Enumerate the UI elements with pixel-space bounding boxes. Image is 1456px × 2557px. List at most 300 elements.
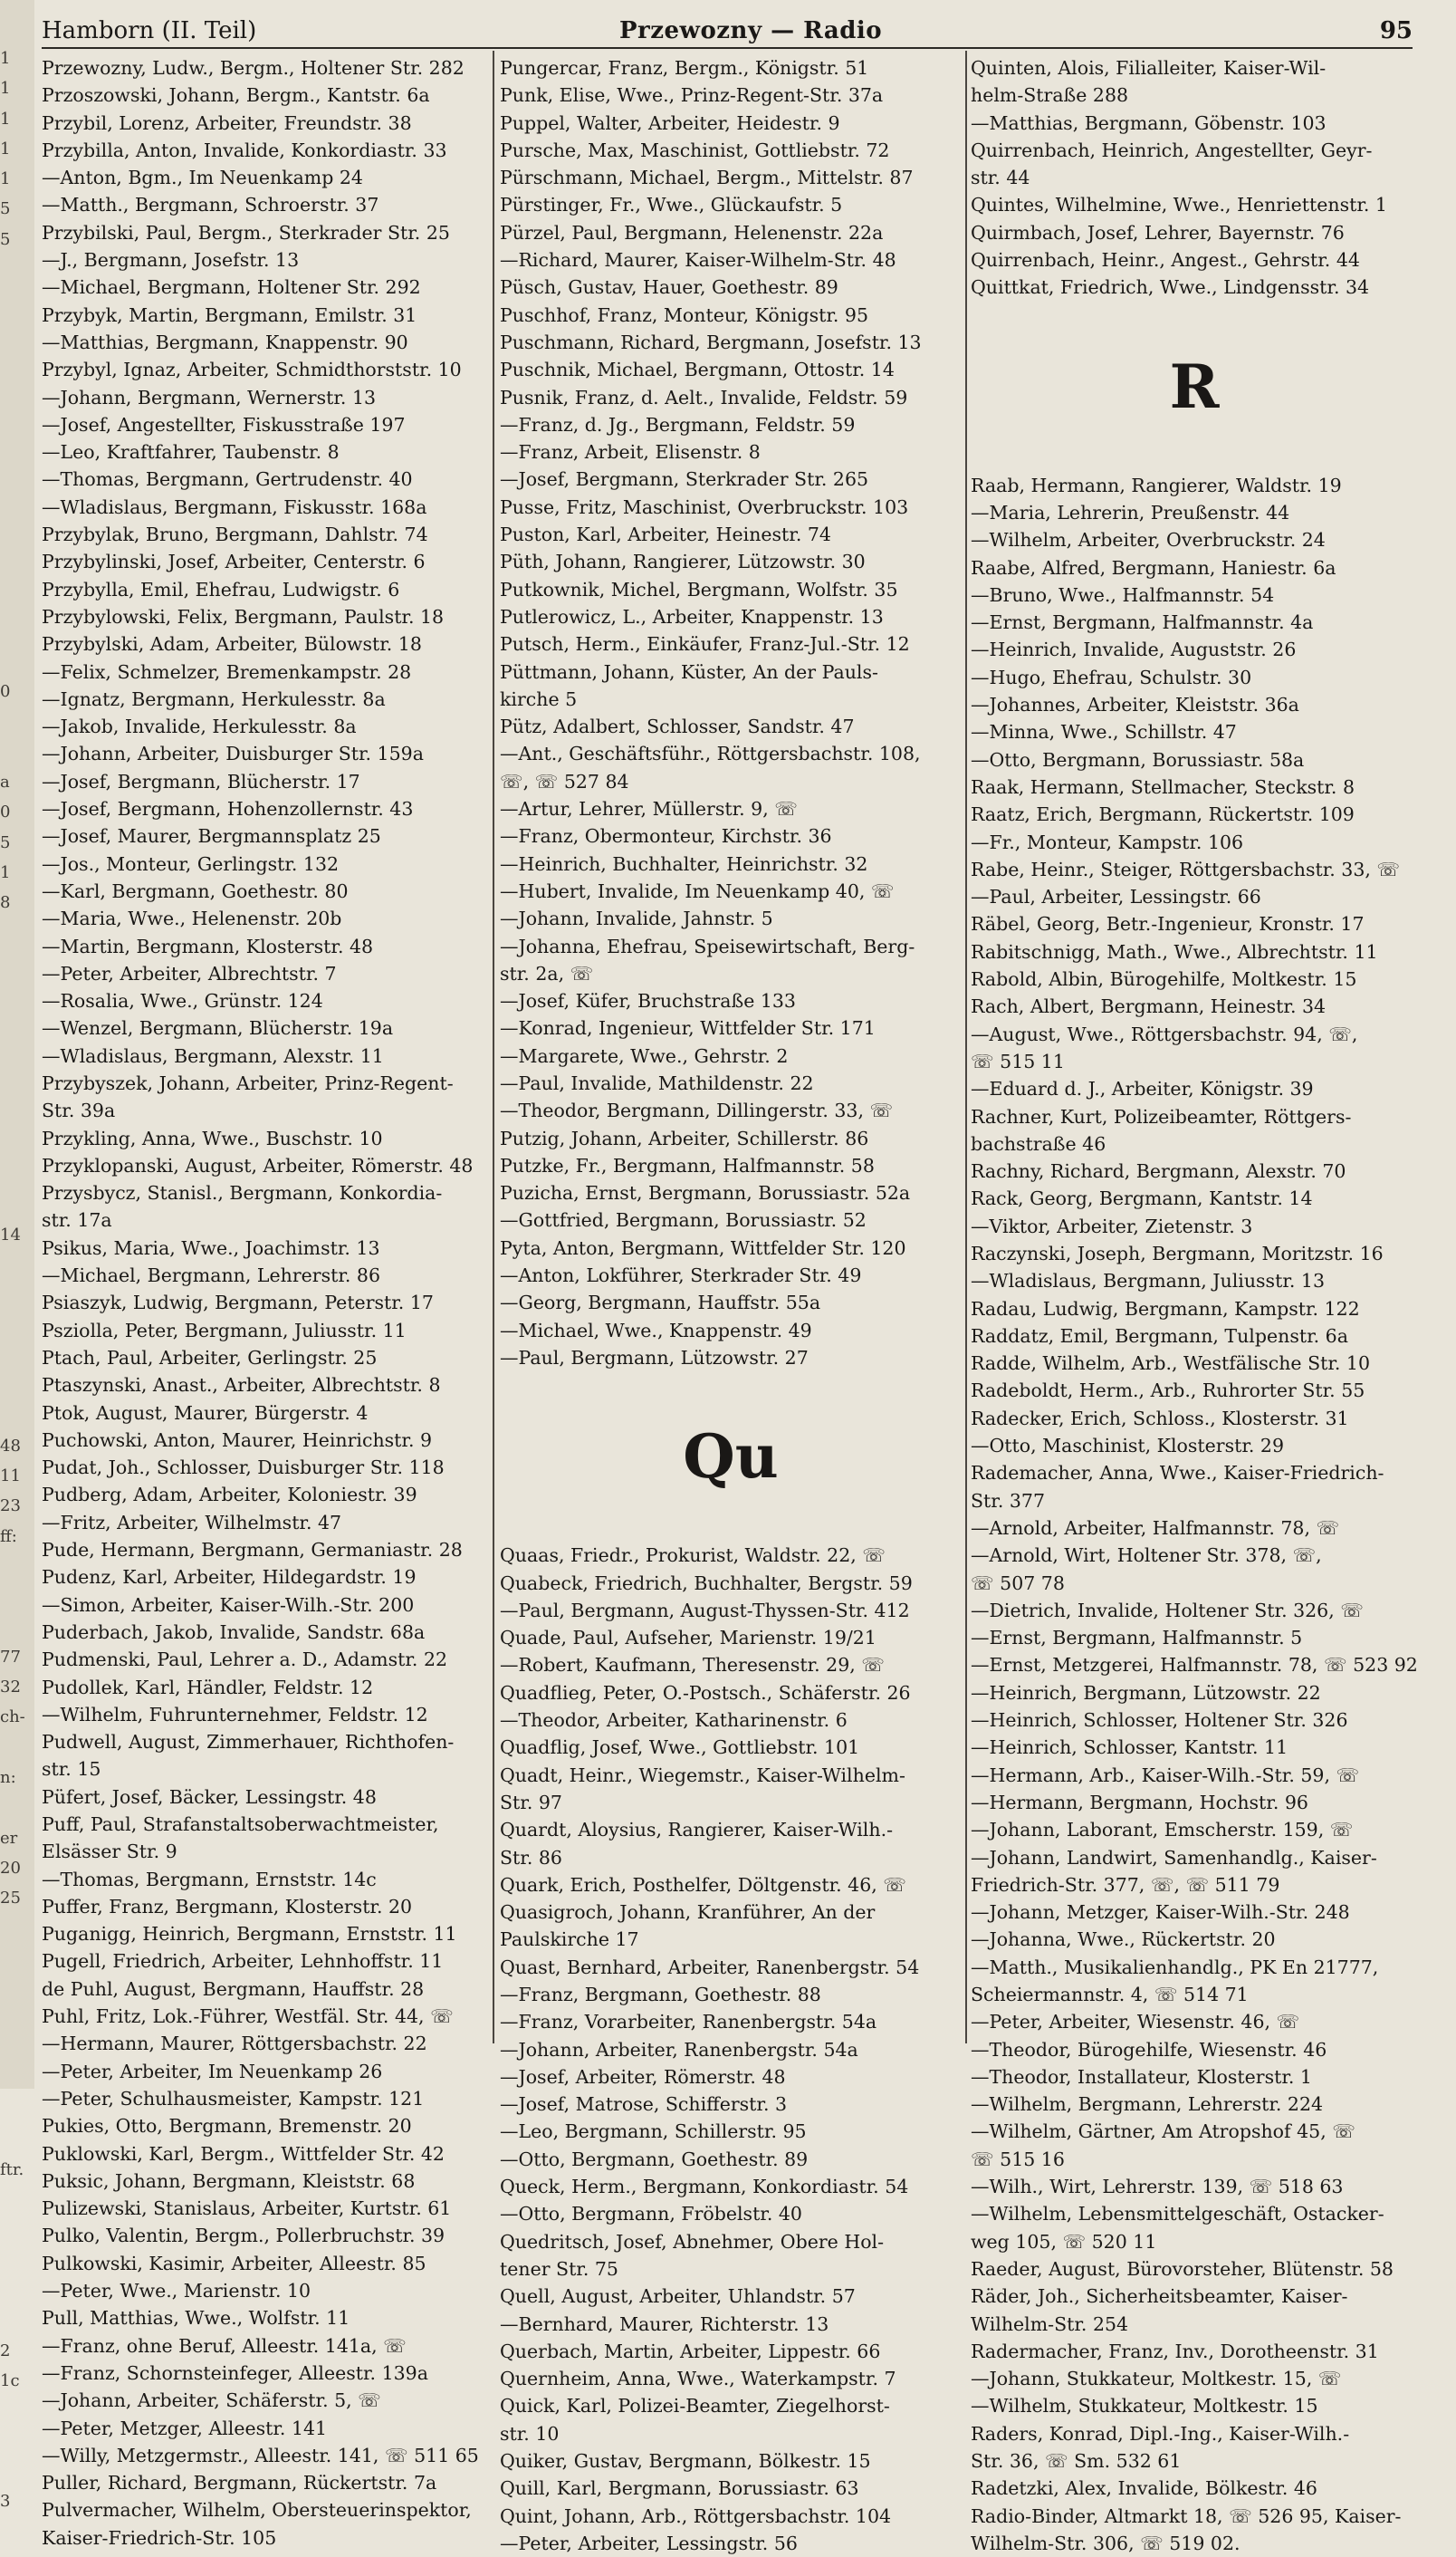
directory-entry: Puschhof, Franz, Monteur, Königstr. 95 — [500, 303, 869, 326]
directory-entry: Przybylowski, Felix, Bergmann, Paulstr. 18 — [42, 605, 445, 628]
directory-entry: —Theodor, Bergmann, Dillingerstr. 33, ☏ — [500, 1100, 894, 1122]
directory-entry: —Matth., Musikalienhandlg., PK En 21777, — [971, 1956, 1379, 1978]
directory-entry: —Leo, Kraftfahrer, Taubenstr. 8 — [42, 441, 340, 464]
directory-entry: —Wilh., Wirt, Lehrerstr. 139, ☏ 518 63 — [971, 2176, 1344, 2198]
directory-entry: Pürstinger, Fr., Wwe., Glückaufstr. 5 — [500, 194, 843, 216]
edge-mark — [0, 1280, 33, 1310]
directory-entry: —Jakob, Invalide, Herkulesstr. 8a — [42, 716, 357, 738]
directory-entry: Radecker, Erich, Schloss., Klosterstr. 31 — [971, 1407, 1349, 1429]
entry-continuation: ☏ 515 16 — [971, 2148, 1065, 2170]
section-spacer — [971, 302, 1418, 314]
entry-continuation: str. 44 — [971, 167, 1030, 189]
directory-entry: —Josef, Bergmann, Hohenzollernstr. 43 — [42, 798, 414, 821]
directory-entry: —Peter, Arbeiter, Wiesenstr. 46, ☏ — [971, 2011, 1300, 2033]
directory-entry: Quintes, Wilhelmine, Wwe., Henriettenstr. 1 — [971, 194, 1387, 216]
directory-entry: —J., Bergmann, Josefstr. 13 — [42, 249, 300, 272]
directory-entry: —Karl, Bergmann, Goethestr. 80 — [42, 880, 349, 902]
directory-entry: Putlerowicz, L., Arbeiter, Knappenstr. 13 — [500, 605, 884, 628]
edge-mark: 20 — [0, 1858, 21, 1878]
edge-mark — [0, 2034, 33, 2064]
directory-entry: Rademacher, Anna, Wwe., Kaiser-Friedrich- — [971, 1462, 1384, 1485]
edge-mark: 3 — [0, 2492, 11, 2512]
directory-entry: —Hermann, Maurer, Röttgersbachstr. 22 — [42, 2033, 427, 2055]
directory-entry: de Puhl, August, Bergmann, Hauffstr. 28 — [42, 1977, 425, 2000]
entry-continuation: str. 10 — [500, 2422, 560, 2445]
directory-entry: —Wilhelm, Fuhrunternehmer, Feldstr. 12 — [42, 1703, 428, 1725]
directory-entry: —Otto, Bergmann, Borussiastr. 58a — [971, 748, 1305, 771]
edge-mark: 5 — [0, 229, 11, 249]
directory-entry: Quabeck, Friedrich, Buchhalter, Bergstr. 59 — [500, 1572, 913, 1594]
directory-entry: Przysbycz, Stanisl., Bergmann, Konkordia- — [42, 1182, 443, 1205]
directory-entry: —Hermann, Arb., Kaiser-Wilh.-Str. 59, ☏ — [971, 1764, 1360, 1786]
edge-mark — [0, 2456, 33, 2486]
section-letter-heading: Qu — [683, 1421, 779, 1493]
directory-entry: Püth, Johann, Rangierer, Lützowstr. 30 — [500, 551, 866, 573]
edge-mark: 1 — [0, 863, 11, 883]
directory-entry: Radio-Binder, Altmarkt 18, ☏ 526 95, Kaiser- — [971, 2504, 1402, 2527]
directory-entry: —Johann, Bergmann, Wernerstr. 13 — [42, 386, 377, 409]
edge-mark — [0, 1189, 33, 1219]
edge-mark — [0, 1009, 33, 1039]
directory-entry: —Franz, Arbeit, Elisenstr. 8 — [500, 441, 761, 464]
directory-entry: Przybylla, Emil, Ehefrau, Ludwigstr. 6 — [42, 578, 400, 601]
directory-entry: —Konrad, Ingenieur, Wittfelder Str. 171 — [500, 1017, 876, 1040]
directory-entry: Quark, Erich, Posthelfer, Döltgenstr. 46, ☏ — [500, 1873, 906, 1896]
directory-entry: Ptok, August, Maurer, Bürgerstr. 4 — [42, 1401, 369, 1424]
directory-entry: —Wilhelm, Bergmann, Lehrerstr. 224 — [971, 2093, 1324, 2116]
directory-entry: —Josef, Küfer, Bruchstraße 133 — [500, 990, 796, 1013]
edge-mark: 5 — [0, 832, 11, 852]
directory-entry: Rach, Albert, Bergmann, Heinestr. 34 — [971, 995, 1327, 1018]
directory-entry: Putsch, Herm., Einkäufer, Franz-Jul.-Str. 12 — [500, 633, 910, 656]
directory-entry: Puklowski, Karl, Bergm., Wittfelder Str. 42 — [42, 2142, 445, 2165]
directory-entry: Radetzki, Alex, Invalide, Bölkestr. 46 — [971, 2477, 1317, 2500]
directory-entry: —Wilhelm, Lebensmittelgeschäft, Ostacker- — [971, 2203, 1384, 2225]
directory-entry: —Johann, Stukkateur, Moltkestr. 15, ☏ — [971, 2368, 1342, 2390]
entry-continuation: Scheiermannstr. 4, ☏ 514 71 — [971, 1984, 1249, 2005]
section-spacer — [500, 1529, 962, 1542]
directory-entry: Pudollek, Karl, Händler, Feldstr. 12 — [42, 1676, 374, 1698]
directory-entry: Ptaszynski, Anast., Arbeiter, Albrechtstr. 8 — [42, 1374, 441, 1397]
directory-entry: —Anton, Bgm., Im Neuenkamp 24 — [42, 167, 363, 189]
directory-entry: —Willy, Metzgermstr., Alleestr. 141, ☏ 511 65 — [42, 2444, 479, 2466]
directory-entry: —Leo, Bergmann, Schillerstr. 95 — [500, 2120, 807, 2143]
directory-entry: —Fr., Monteur, Kampstr. 106 — [971, 831, 1244, 853]
edge-mark: 32 — [0, 1677, 21, 1697]
directory-entry: —Bruno, Wwe., Halfmannstr. 54 — [971, 583, 1275, 606]
directory-entry: Raders, Konrad, Dipl.-Ing., Kaiser-Wilh.- — [971, 2422, 1350, 2445]
edge-mark — [0, 948, 33, 978]
edge-mark — [0, 1130, 33, 1159]
entry-continuation: Str. 97 — [500, 1791, 562, 1813]
running-head-left: Hamborn (II. Teil) — [42, 17, 257, 44]
edge-mark: 8 — [0, 893, 11, 913]
column-divider — [965, 51, 967, 2043]
edge-mark — [0, 1159, 33, 1189]
directory-entry: —Johanna, Wwe., Rückertstr. 20 — [971, 1928, 1276, 1951]
directory-entry: Radeboldt, Herm., Arb., Ruhrorter Str. 55 — [971, 1379, 1365, 1402]
edge-mark — [0, 375, 33, 405]
directory-entry: Przykling, Anna, Wwe., Buschstr. 10 — [42, 1127, 383, 1149]
directory-entry: —Johannes, Arbeiter, Kleiststr. 36a — [971, 694, 1299, 716]
directory-entry: —Franz, Bergmann, Goethestr. 88 — [500, 1984, 821, 2005]
edge-mark — [0, 1944, 33, 1974]
directory-entry: Przybylak, Bruno, Bergmann, Dahlstr. 74 — [42, 524, 428, 546]
edge-mark: 1c — [0, 2370, 20, 2390]
directory-entry: —Franz, Obermonteur, Kirchstr. 36 — [500, 825, 832, 848]
directory-entry: —Otto, Bergmann, Fröbelstr. 40 — [500, 2203, 802, 2225]
directory-entry: Pusnik, Franz, d. Aelt., Invalide, Feldstr. 59 — [500, 386, 908, 409]
directory-entry: Raeder, August, Bürovorsteher, Blütenstr. 58 — [971, 2257, 1394, 2280]
directory-entry: Pungercar, Franz, Bergm., Königstr. 51 — [500, 57, 869, 79]
edge-mark: 0 — [0, 803, 11, 822]
directory-entry: —Maria, Lehrerin, Preußenstr. 44 — [971, 501, 1290, 524]
directory-entry: Puksic, Johann, Bergmann, Kleiststr. 68 — [42, 2169, 416, 2192]
directory-entry: —Josef, Arbeiter, Römerstr. 48 — [500, 2065, 786, 2088]
directory-entry: —Bernhard, Maurer, Richterstr. 13 — [500, 2312, 829, 2335]
edge-mark — [0, 737, 33, 767]
edge-mark — [0, 978, 33, 1008]
directory-entry: —Otto, Bergmann, Goethestr. 89 — [500, 2148, 809, 2170]
edge-mark — [0, 1733, 33, 1763]
edge-mark: 1 — [0, 49, 11, 68]
directory-entry: —Artur, Lehrer, Müllerstr. 9, ☏ — [500, 798, 798, 821]
directory-entry: —Jos., Monteur, Gerlingstr. 132 — [42, 852, 340, 875]
directory-entry: —Thomas, Bergmann, Gertrudenstr. 40 — [42, 468, 413, 491]
directory-entry: Quint, Johann, Arb., Röttgersbachstr. 104 — [500, 2504, 892, 2527]
entry-continuation: Str. 39a — [42, 1100, 116, 1122]
directory-entry: Quadflieg, Peter, O.-Postsch., Schäferstr. 26 — [500, 1681, 911, 1704]
directory-entry: Przybylinski, Josef, Arbeiter, Centerstr. 6 — [42, 551, 426, 573]
directory-entry: —Matth., Bergmann, Schroerstr. 37 — [42, 194, 379, 216]
directory-entry: —Paul, Bergmann, Lützowstr. 27 — [500, 1346, 809, 1369]
directory-entry: —Michael, Bergmann, Lehrerstr. 86 — [42, 1264, 380, 1287]
entry-continuation: Wilhelm-Str. 306, ☏ 519 02. — [971, 2532, 1240, 2554]
edge-mark: 1 — [0, 169, 11, 189]
edge-mark — [0, 1039, 33, 1069]
directory-entry: —Michael, Bergmann, Holtener Str. 292 — [42, 276, 421, 299]
directory-entry: —Minna, Wwe., Schillstr. 47 — [971, 721, 1237, 744]
directory-entry: —Josef, Maurer, Bergmannsplatz 25 — [42, 825, 381, 848]
directory-entry: —Josef, Matrose, Schifferstr. 3 — [500, 2093, 788, 2116]
directory-entry: Psziolla, Peter, Bergmann, Juliusstr. 11 — [42, 1319, 407, 1341]
directory-entry: —Johann, Arbeiter, Schäferstr. 5, ☏ — [42, 2389, 381, 2412]
directory-entry: Przybilla, Anton, Invalide, Konkordiastr. 33 — [42, 139, 447, 161]
edge-mark — [0, 1581, 33, 1611]
directory-entry: Pulkowski, Kasimir, Arbeiter, Alleestr. 85 — [42, 2252, 426, 2274]
directory-entry: Radau, Ludwig, Bergmann, Kampstr. 122 — [971, 1297, 1360, 1320]
directory-entry: —Fritz, Arbeiter, Wilhelmstr. 47 — [42, 1511, 342, 1533]
directory-entry: —Heinrich, Schlosser, Holtener Str. 326 — [971, 1709, 1348, 1732]
entry-continuation: str. 2a, ☏ — [500, 962, 594, 985]
directory-entry: —Peter, Schulhausmeister, Kampstr. 121 — [42, 2087, 425, 2110]
directory-entry: Puppel, Walter, Arbeiter, Heidestr. 9 — [500, 111, 840, 134]
directory-entry: —Georg, Bergmann, Hauffstr. 55a — [500, 1292, 821, 1314]
edge-mark — [0, 707, 33, 737]
directory-entry: —Ant., Geschäftsführ., Röttgersbachstr. 108, — [500, 743, 921, 765]
directory-entry: —Viktor, Arbeiter, Zietenstr. 3 — [971, 1215, 1253, 1237]
directory-entry: Pürzel, Paul, Bergmann, Helenenstr. 22a — [500, 221, 884, 244]
directory-entry: Quadflig, Josef, Wwe., Gottliebstr. 101 — [500, 1736, 860, 1759]
directory-entry: —Josef, Angestellter, Fiskusstraße 197 — [42, 413, 406, 436]
entry-continuation: tener Str. 75 — [500, 2257, 618, 2280]
directory-entry: Przoszowski, Johann, Bergm., Kantstr. 6a — [42, 84, 430, 107]
directory-entry: —Heinrich, Invalide, Auguststr. 26 — [971, 639, 1297, 661]
edge-mark — [0, 1069, 33, 1099]
directory-entry: Raab, Hermann, Rangierer, Waldstr. 19 — [971, 474, 1342, 496]
directory-entry: Quick, Karl, Polizei-Beamter, Ziegelhorst- — [500, 2395, 890, 2418]
directory-entry: —Theodor, Arbeiter, Katharinenstr. 6 — [500, 1709, 848, 1732]
edge-mark — [0, 345, 33, 375]
column-divider — [493, 51, 494, 2043]
directory-entry: Pusse, Fritz, Maschinist, Overbruckstr. 103 — [500, 495, 909, 518]
edge-mark — [0, 556, 33, 586]
directory-entry: Quirrenbach, Heinr., Angest., Gehrstr. 44 — [971, 249, 1360, 272]
directory-entry: Queck, Herm., Bergmann, Konkordiastr. 54 — [500, 2176, 909, 2198]
directory-entry: Quast, Bernhard, Arbeiter, Ranenbergstr. 54 — [500, 1956, 920, 1978]
edge-mark — [0, 1250, 33, 1280]
directory-entry: Quirmbach, Josef, Lehrer, Bayernstr. 76 — [971, 221, 1345, 244]
directory-entry: Pudenz, Karl, Arbeiter, Hildegardstr. 19 — [42, 1566, 417, 1589]
edge-mark — [0, 1400, 33, 1430]
directory-entry: —Margarete, Wwe., Gehrstr. 2 — [500, 1044, 789, 1067]
edge-mark — [0, 284, 33, 314]
directory-entry: —Franz, Schornsteinfeger, Alleestr. 139a — [42, 2361, 428, 2384]
edge-mark — [0, 647, 33, 677]
directory-entry: Räder, Joh., Sicherheitsbeamter, Kaiser- — [971, 2285, 1348, 2308]
directory-entry: —Wladislaus, Bergmann, Juliusstr. 13 — [971, 1270, 1325, 1293]
directory-entry: Przyklopanski, August, Arbeiter, Römerstr. 48 — [42, 1154, 474, 1177]
directory-entry: —Arnold, Arbeiter, Halfmannstr. 78, ☏ — [971, 1516, 1340, 1539]
edge-mark: 11 — [0, 1466, 21, 1485]
directory-entry: Przybyk, Martin, Bergmann, Emilstr. 31 — [42, 303, 417, 326]
directory-entry: —Ernst, Bergmann, Halfmannstr. 4a — [971, 611, 1314, 634]
directory-entry: —Franz, d. Jg., Bergmann, Feldstr. 59 — [500, 413, 856, 436]
edge-mark — [0, 918, 33, 948]
directory-entry: Puganigg, Heinrich, Bergmann, Ernststr. 11 — [42, 1923, 457, 1946]
directory-entry: Puschmann, Richard, Bergmann, Josefstr. 13 — [500, 331, 922, 353]
edge-mark: 77 — [0, 1647, 21, 1667]
directory-entry: Quadt, Heinr., Wiegemstr., Kaiser-Wilhelm- — [500, 1764, 905, 1786]
directory-entry: —Theodor, Bürogehilfe, Wiesenstr. 46 — [971, 2038, 1327, 2061]
edge-mark — [0, 1552, 33, 1581]
edge-mark — [0, 406, 33, 436]
directory-entry: —Wilhelm, Stukkateur, Moltkestr. 15 — [971, 2395, 1318, 2418]
directory-entry: Raak, Hermann, Stellmacher, Steckstr. 8 — [971, 775, 1355, 798]
directory-entry: —Robert, Kaufmann, Theresenstr. 29, ☏ — [500, 1654, 885, 1677]
directory-entry: Przybylski, Adam, Arbeiter, Bülowstr. 18 — [42, 633, 422, 656]
edge-mark: a — [0, 773, 10, 793]
directory-entry: —Gottfried, Bergmann, Borussiastr. 52 — [500, 1209, 867, 1232]
directory-entry: Psikus, Maria, Wwe., Joachimstr. 13 — [42, 1236, 380, 1259]
directory-entry: —Paul, Arbeiter, Lessingstr. 66 — [971, 886, 1261, 908]
directory-entry: —Johann, Landwirt, Samenhandlg., Kaiser- — [971, 1846, 1377, 1869]
directory-entry: —Eduard d. J., Arbeiter, Königstr. 39 — [971, 1078, 1314, 1101]
directory-entry: —Peter, Wwe., Marienstr. 10 — [42, 2280, 311, 2302]
directory-entry: —August, Wwe., Röttgersbachstr. 94, ☏, — [971, 1023, 1358, 1045]
edge-mark: ch- — [0, 1707, 25, 1727]
directory-entry: Puller, Richard, Bergmann, Rückertstr. 7a — [42, 2472, 437, 2495]
directory-entry: —Johann, Metzger, Kaiser-Wilh.-Str. 248 — [971, 1901, 1350, 1924]
edge-mark: 0 — [0, 682, 11, 702]
directory-entry: —Otto, Maschinist, Klosterstr. 29 — [971, 1435, 1285, 1457]
edge-mark — [0, 466, 33, 495]
page-number: 95 — [1379, 17, 1413, 44]
directory-entry: Rachny, Richard, Bergmann, Alexstr. 70 — [971, 1160, 1346, 1183]
directory-entry: —Paul, Bergmann, August-Thyssen-Str. 412 — [500, 1599, 910, 1621]
edge-mark — [0, 2245, 33, 2275]
directory-entry: Pulizewski, Stanislaus, Arbeiter, Kurtstr. 61 — [42, 2197, 452, 2220]
entry-continuation: str. 15 — [42, 1758, 101, 1781]
edge-marks — [0, 43, 33, 2516]
entry-continuation: str. 17a — [42, 1209, 112, 1232]
edge-mark — [0, 1310, 33, 1340]
edge-mark — [0, 315, 33, 345]
directory-entry: Quiker, Gustav, Bergmann, Bölkestr. 15 — [500, 2450, 871, 2473]
entry-continuation: Str. 36, ☏ Sm. 532 61 — [971, 2450, 1182, 2473]
directory-entry: —Franz, Vorarbeiter, Ranenbergstr. 54a — [500, 2011, 877, 2033]
directory-entry: —Michael, Wwe., Knappenstr. 49 — [500, 1319, 812, 1341]
directory-entry: —Heinrich, Schlosser, Kantstr. 11 — [971, 1736, 1288, 1759]
directory-entry: —Ignatz, Bergmann, Herkulesstr. 8a — [42, 687, 386, 710]
directory-entry: Przybilski, Paul, Bergm., Sterkrader Str. 25 — [42, 221, 450, 244]
directory-entry: Quasigroch, Johann, Kranführer, An der — [500, 1901, 876, 1924]
directory-entry: —Wladislaus, Bergmann, Fiskusstr. 168a — [42, 495, 427, 518]
directory-entry: Quaas, Friedr., Prokurist, Waldstr. 22, ☏ — [500, 1544, 886, 1567]
directory-entry: —Matthias, Bergmann, Knappenstr. 90 — [42, 331, 408, 353]
directory-entry: Pukies, Otto, Bergmann, Bremenstr. 20 — [42, 2115, 412, 2138]
directory-entry: Przybyszek, Johann, Arbeiter, Prinz-Regent- — [42, 1072, 454, 1094]
directory-entry: Pyta, Anton, Bergmann, Wittfelder Str. 120 — [500, 1236, 906, 1259]
directory-entry: —Wilhelm, Arbeiter, Overbruckstr. 24 — [971, 529, 1326, 552]
edge-mark — [0, 495, 33, 525]
entry-continuation: helm-Straße 288 — [971, 84, 1129, 107]
directory-entry: —Theodor, Installateur, Klosterstr. 1 — [971, 2065, 1312, 2088]
directory-entry: Quell, August, Arbeiter, Uhlandstr. 57 — [500, 2285, 856, 2308]
edge-mark — [0, 1370, 33, 1400]
directory-entry: Putkownik, Michel, Bergmann, Wolfstr. 35 — [500, 578, 898, 601]
directory-entry: —Johann, Invalide, Jahnstr. 5 — [500, 908, 773, 930]
directory-entry: Rack, Georg, Bergmann, Kantstr. 14 — [971, 1187, 1313, 1210]
edge-mark: 2 — [0, 2341, 11, 2360]
directory-entry: —Arnold, Wirt, Holtener Str. 378, ☏, — [971, 1544, 1322, 1567]
directory-entry: —Wenzel, Bergmann, Blücherstr. 19a — [42, 1017, 394, 1040]
edge-mark: 14 — [0, 1225, 21, 1245]
edge-mark — [0, 436, 33, 466]
directory-entry: Radde, Wilhelm, Arb., Westfälische Str. 10 — [971, 1352, 1371, 1375]
edge-mark: ftr. — [0, 2159, 24, 2179]
directory-entry: Rabitschnigg, Math., Wwe., Albrechtstr. 11 — [971, 940, 1378, 963]
directory-entry: —Johanna, Ehefrau, Speisewirtschaft, Berg- — [500, 935, 915, 957]
directory-entry: —Heinrich, Bergmann, Lützowstr. 22 — [971, 1681, 1321, 1704]
edge-mark — [0, 255, 33, 284]
directory-entry: Quedritsch, Josef, Abnehmer, Obere Hol- — [500, 2230, 885, 2253]
edge-mark: 48 — [0, 1436, 21, 1456]
directory-entry: —Franz, ohne Beruf, Alleestr. 141a, ☏ — [42, 2334, 407, 2357]
directory-entry: Puderbach, Jakob, Invalide, Sandstr. 68a — [42, 1620, 426, 1643]
edge-mark: 1 — [0, 79, 11, 99]
directory-entry: Quill, Karl, Bergmann, Borussiastr. 63 — [500, 2477, 859, 2500]
directory-entry: Psiaszyk, Ludwig, Bergmann, Peterstr. 17 — [42, 1292, 434, 1314]
section-spacer — [500, 1371, 962, 1384]
directory-entry: Pütz, Adalbert, Schlosser, Sandstr. 47 — [500, 716, 855, 738]
directory-entry: Pürschmann, Michael, Bergm., Mittelstr. 87 — [500, 167, 914, 189]
directory-entry: —Johann, Arbeiter, Duisburger Str. 159a — [42, 743, 424, 765]
directory-entry: Pudwell, August, Zimmerhauer, Richthofen- — [42, 1731, 455, 1754]
edge-mark: 25 — [0, 1889, 21, 1908]
directory-entry: Raczynski, Joseph, Bergmann, Moritzstr. 16 — [971, 1242, 1384, 1264]
edge-mark: er — [0, 1828, 18, 1848]
column-1 — [42, 54, 489, 2552]
directory-entry: Rabold, Albin, Bürogehilfe, Moltkestr. 15 — [971, 968, 1357, 991]
directory-entry: Quernheim, Anna, Wwe., Waterkampstr. 7 — [500, 2368, 896, 2390]
directory-entry: —Josef, Bergmann, Blücherstr. 17 — [42, 770, 360, 793]
directory-entry: Puff, Paul, Strafanstaltsoberwachtmeister, — [42, 1813, 439, 1835]
directory-entry: —Rosalia, Wwe., Grünstr. 124 — [42, 990, 323, 1013]
edge-mark — [0, 2185, 33, 2215]
section-letter-heading: R — [1169, 351, 1220, 422]
directory-entry: —Matthias, Bergmann, Göbenstr. 103 — [971, 111, 1327, 134]
edge-mark — [0, 1974, 33, 2004]
directory-entry: Przybyl, Ignaz, Arbeiter, Schmidthorststr. 10 — [42, 359, 462, 381]
directory-entry: Pull, Matthias, Wwe., Wolfstr. 11 — [42, 2307, 350, 2330]
directory-entry: Pulko, Valentin, Bergm., Pollerbruchstr. 39 — [42, 2225, 445, 2247]
column-3 — [971, 54, 1418, 2557]
directory-entry: —Wilhelm, Gärtner, Am Atropshof 45, ☏ — [971, 2120, 1355, 2143]
directory-entry: Punk, Elise, Wwe., Prinz-Regent-Str. 37a — [500, 84, 884, 107]
directory-entry: —Peter, Metzger, Alleestr. 141 — [42, 2417, 328, 2439]
directory-entry: —Heinrich, Buchhalter, Heinrichstr. 32 — [500, 852, 868, 875]
directory-entry: Raatz, Erich, Bergmann, Rückertstr. 109 — [971, 803, 1355, 826]
directory-entry: Raddatz, Emil, Bergmann, Tulpenstr. 6a — [971, 1324, 1348, 1347]
directory-entry: Pugell, Friedrich, Arbeiter, Lehnhoffstr. 11 — [42, 1950, 444, 1973]
section-spacer — [971, 459, 1418, 472]
directory-entry: —Ernst, Bergmann, Halfmannstr. 5 — [971, 1627, 1303, 1649]
directory-entry: Puchowski, Anton, Maurer, Heinrichstr. 9 — [42, 1428, 433, 1451]
entry-continuation: kirche 5 — [500, 687, 578, 710]
directory-entry: —Peter, Arbeiter, Albrechtstr. 7 — [42, 962, 337, 985]
directory-entry: Pudat, Joh., Schlosser, Duisburger Str. 118 — [42, 1456, 445, 1479]
directory-entry: Quittkat, Friedrich, Wwe., Lindgensstr. 34 — [971, 276, 1370, 299]
directory-entry: —Josef, Bergmann, Sterkrader Str. 265 — [500, 468, 869, 491]
directory-entry: Püfert, Josef, Bäcker, Lessingstr. 48 — [42, 1785, 377, 1808]
column-2 — [500, 54, 962, 2557]
edge-mark — [0, 1099, 33, 1129]
directory-entry: —Peter, Arbeiter, Im Neuenkamp 26 — [42, 2060, 383, 2082]
edge-mark — [0, 2094, 33, 2124]
edge-mark — [0, 2275, 33, 2305]
edge-mark: 1 — [0, 139, 11, 159]
directory-entry: Püsch, Gustav, Hauer, Goethestr. 89 — [500, 276, 838, 299]
directory-entry: Quade, Paul, Aufseher, Marienstr. 19/21 — [500, 1627, 876, 1649]
directory-entry: Radermacher, Franz, Inv., Dorotheenstr. 31 — [971, 2340, 1379, 2362]
edge-mark: ff: — [0, 1526, 17, 1546]
edge-mark — [0, 1913, 33, 1943]
directory-entry: Putzig, Johann, Arbeiter, Schillerstr. 86 — [500, 1127, 869, 1149]
edge-mark: 5 — [0, 199, 11, 219]
directory-entry: Pudmenski, Paul, Lehrer a. D., Adamstr. 22 — [42, 1649, 448, 1671]
directory-entry: Puhl, Fritz, Lok.-Führer, Westfäl. Str. 44, ☏ — [42, 2005, 454, 2028]
edge-mark — [0, 617, 33, 647]
edge-mark — [0, 1793, 33, 1822]
edge-mark — [0, 1611, 33, 1641]
edge-mark — [0, 2396, 33, 2426]
entry-continuation: Elsässer Str. 9 — [42, 1841, 177, 1863]
directory-entry: Quirrenbach, Heinrich, Angestellter, Geyr- — [971, 139, 1373, 161]
directory-entry: —Johann, Arbeiter, Ranenbergstr. 54a — [500, 2038, 858, 2061]
directory-entry: —Hugo, Ehefrau, Schulstr. 30 — [971, 666, 1252, 688]
left-page-edge — [0, 0, 34, 2512]
